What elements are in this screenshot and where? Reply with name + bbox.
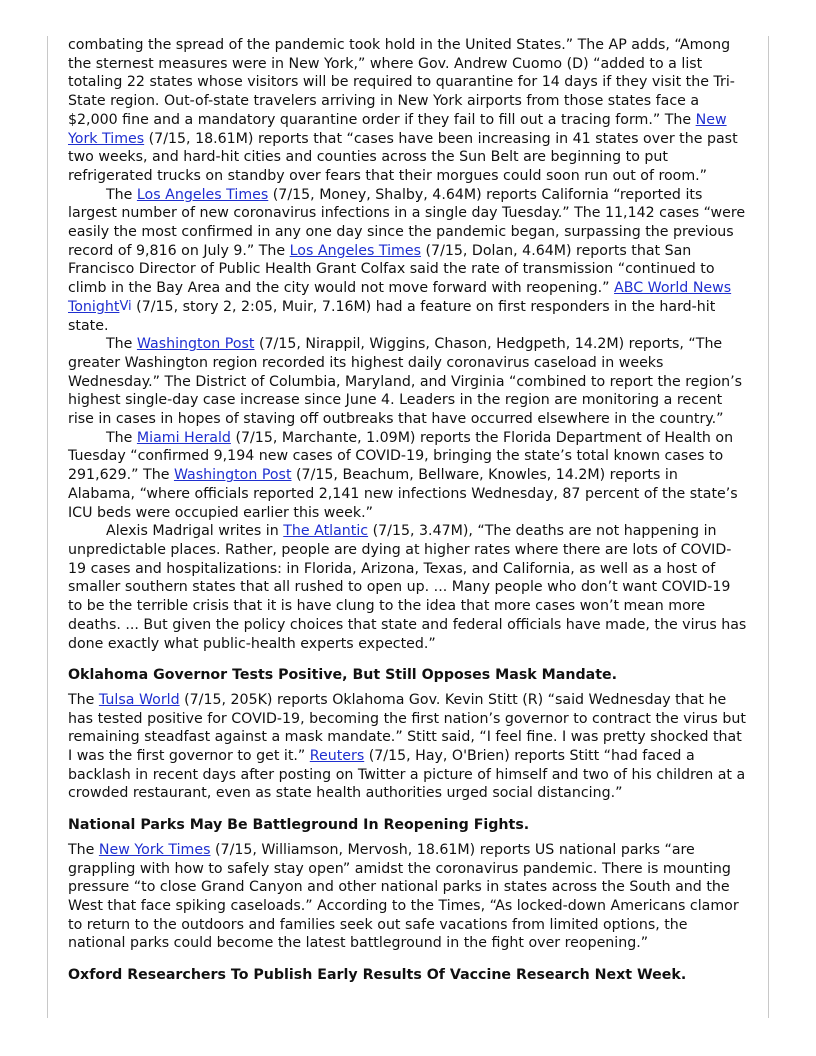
- link-the-atlantic[interactable]: The Atlantic: [283, 523, 369, 540]
- paragraph-ny-quarantine: combating the spread of the pandemic took hold in the United States.” The AP adds, “Among the sternest measures were in New York,” where Gov. Andrew Cuomo (D) “added to a list totaling 22 states whose visitors will be required to quarantine for 14 days if they visit the Tri-State region. Out-of-state travelers arriving in New York airports from those states face a $2,000 fine and a mandatory quarantine order if they fail to fill out a tracing form.” The New York Times (7/15, 18.61M) reports that “cases have been increasing in 41 states over the past two weeks, and hard-hit cities and counties across the Sun Belt are beginning to put refrigerated trucks on standby over fears that their morgues could soon run out of room.”: [68, 37, 738, 184]
- link-new-york-times-2[interactable]: New York Times: [98, 841, 211, 858]
- paragraph-atlantic: Alexis Madrigal writes in The Atlantic (7/15, 3.47M), “The deaths are not happening in unpredictable places. Rather, people are dying at higher rates where there are lots of COVID-19 cases and hospitalizations: in Florida, Arizona, Texas, and California, as well as a host of smaller southern states that all rushed to open up. ... Many people who don’t want COVID-19 to be the terrible crisis that it is have clung to the idea that more cases won’t mean more deaths. ... But given the policy choices that state and federal officials have made, the virus has done exactly what public-health experts expected.”: [68, 523, 747, 652]
- heading-oxford-vaccine: Oxford Researchers To Publish Early Results Of Vaccine Research Next Week.: [68, 967, 687, 984]
- link-washington-post[interactable]: Washington Post: [136, 336, 255, 353]
- link-reuters[interactable]: Reuters: [309, 748, 365, 765]
- link-miami-herald[interactable]: Miami Herald: [136, 429, 231, 446]
- page-border-right: [768, 36, 769, 1018]
- paragraph-national-parks: The New York Times (7/15, Williamson, Mervosh, 18.61M) reports US national parks “are grappling with how to safely stay open” amidst the coronavirus pandemic. There is mounting pressure “to close Grand Canyon and other national parks in states across the South and the West that face spiking caseloads.” According to the Times, “As locked-down Americans clamor to return to the outdoors and families seek out safe vacations from limited options, the national parks could become the latest battleground in the fight over reopening.”: [68, 841, 739, 952]
- link-abc-world-news-tonight[interactable]: ABC World News Tonight: [68, 280, 732, 315]
- article-body: [68, 36, 748, 991]
- video-reference-marker[interactable]: Vi: [119, 298, 132, 314]
- heading-oklahoma-governor: Oklahoma Governor Tests Positive, But Still Opposes Mask Mandate.: [68, 667, 618, 684]
- heading-national-parks: National Parks May Be Battleground In Reopening Fights.: [68, 817, 530, 834]
- link-los-angeles-times-2[interactable]: Los Angeles Times: [289, 242, 421, 259]
- page-border-left: [47, 36, 48, 1018]
- link-new-york-times[interactable]: New York Times: [68, 111, 727, 147]
- paragraph-washington-region: The Washington Post (7/15, Nirappil, Wiggins, Chason, Hedgpeth, 14.2M) reports, “The greater Washington region recorded its highest daily coronavirus caseload in weeks Wednesday.” The District of Columbia, Maryland, and Virginia “combined to report the region’s highest single-day case increase since June 4. Leaders in the region are monitoring a recent rise in cases in hopes of staving off outbreaks that have occurred elsewhere in the country.”: [68, 336, 743, 428]
- paragraph-california: The Los Angeles Times (7/15, Money, Shalby, 4.64M) reports California “reported its largest number of new coronavirus infections in a single day Tuesday.” The 11,142 cases “were easily the most confirmed in any one day since the pandemic began, surpassing the previous record of 9,816 on July 9.” The Los Angeles Times (7/15, Dolan, 4.64M) reports that San Francisco Director of Public Health Grant Colfax said the rate of transmission “continued to climb in the Bay Area and the city would not move forward with reopening.” ABC World News Tonight$^{Vi}$ (7/15, story 2, 2:05, Muir, 7.16M) had a feature on first responders in the hard-hit state.: [68, 186, 746, 334]
- link-los-angeles-times[interactable]: Los Angeles Times: [136, 186, 269, 203]
- link-tulsa-world[interactable]: Tulsa World: [98, 691, 180, 708]
- link-washington-post-2[interactable]: Washington Post: [173, 467, 292, 484]
- paragraph-oklahoma: The Tulsa World (7/15, 205K) reports Oklahoma Gov. Kevin Stitt (R) “said Wednesday that he has tested positive for COVID-19, becoming the first nation’s governor to contract the virus but remaining steadfast against a mask mandate.” Stitt said, “I feel fine. I was pretty shocked that I was the first governor to get it.” Reuters (7/15, Hay, O'Brien) reports Stitt “had faced a backlash in recent days after posting on Twitter a picture of himself and two of his children at a crowded restaurant, even as state health authorities urged social distancing.”: [68, 691, 746, 802]
- paragraph-florida-alabama: The Miami Herald (7/15, Marchante, 1.09M) reports the Florida Department of Health on Tuesday “confirmed 9,194 new cases of COVID-19, bringing the state’s total known cases to 291,629.” The Washington Post (7/15, Beachum, Bellware, Knowles, 14.2M) reports in Alabama, “where officials reported 2,141 new infections Wednesday, 87 percent of the state’s ICU beds were occupied earlier this week.”: [68, 429, 738, 521]
